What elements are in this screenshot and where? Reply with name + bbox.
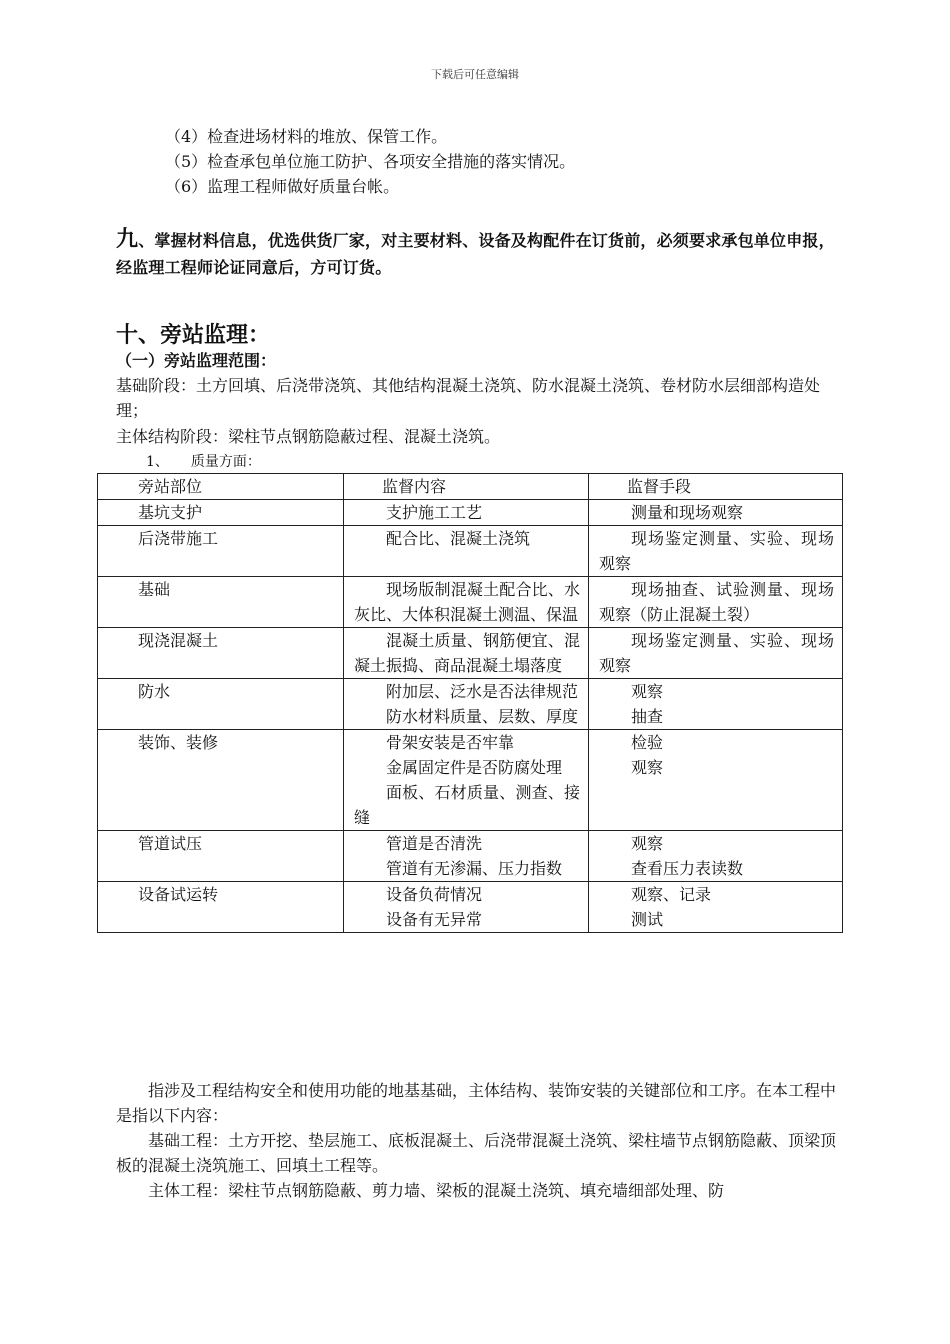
cell-method	[589, 831, 843, 882]
cell-content	[344, 628, 589, 679]
cell-content	[344, 679, 589, 730]
cell-content-line: 管道是否清洗	[386, 834, 483, 853]
foundation-stage-paragraph: 基础阶段：土方回填、后浇带浇筑、其他结构混凝土浇筑、防水混凝土浇筑、卷材防水层细部构造处理；	[116, 376, 821, 420]
main-works-paragraph: 主体工程：梁柱节点钢筋隐蔽、剪力墙、梁板的混凝土浇筑、填充墙细部处理、防	[148, 1181, 725, 1200]
cell-content	[344, 500, 589, 526]
table-row	[98, 628, 843, 679]
cell-method-line: 现场鉴定测量、实验、现场观察	[599, 631, 834, 675]
section-9-heading	[116, 226, 836, 281]
cell-method-line: 观察	[631, 682, 664, 701]
list-item-5: （5）检查承包单位施工防护、各项安全措施的落实情况。	[165, 152, 576, 171]
cell-content-line: 附加层、泛水是否法律规范	[386, 682, 579, 701]
numbered-heading	[146, 452, 261, 472]
cell-method	[589, 679, 843, 730]
cell-content	[344, 577, 589, 628]
cell-method-line: 观察、记录	[631, 885, 712, 904]
table-row	[98, 500, 843, 526]
cell-part: 管道试压	[98, 831, 344, 882]
cell-content	[344, 526, 589, 577]
supervision-table	[97, 473, 843, 933]
cell-content-line: 现场版制混凝土配合比、水灰比、大体积混凝土测温、保温	[354, 580, 580, 624]
cell-method	[589, 526, 843, 577]
cell-content-line: 防水材料质量、层数、厚度	[386, 707, 579, 726]
foundation-works-paragraph: 基础工程：土方开挖、垫层施工、底板混凝土、后浇带混凝土浇筑、梁柱墙节点钢筋隐蔽、顶梁顶板的混凝土浇筑施工、回填土工程等。	[116, 1131, 837, 1175]
cell-part: 装饰、装修	[98, 730, 344, 831]
table-header-part: 旁站部位	[98, 474, 344, 500]
numbered-heading-text: 质量方面：	[190, 454, 261, 470]
table-header-content: 监督内容	[344, 474, 589, 500]
cell-method	[589, 730, 843, 831]
cell-content	[344, 882, 589, 933]
cell-method-line: 测量和现场观察	[631, 503, 744, 522]
cell-content-line: 支护施工工艺	[386, 503, 483, 522]
page-header: 下载后可任意编辑	[431, 68, 519, 81]
table-row	[98, 882, 843, 933]
cell-content	[344, 730, 589, 831]
cell-part: 现浇混凝土	[98, 628, 344, 679]
cell-content-line: 金属固定件是否防腐处理	[386, 758, 563, 777]
cell-method	[589, 882, 843, 933]
cell-content	[344, 831, 589, 882]
cell-content-line: 骨架安装是否牢靠	[386, 733, 515, 752]
cell-content-line: 管道有无渗漏、压力指数	[386, 859, 563, 878]
cell-method-line: 测试	[631, 910, 664, 929]
list-item-6: （6）监理工程师做好质量台帐。	[165, 177, 400, 196]
cell-content-line: 混凝土质量、钢筋便宜、混凝土振捣、商品混凝土塌落度	[354, 631, 580, 675]
cell-method-line: 检验	[631, 733, 664, 752]
cell-content-line: 设备负荷情况	[386, 885, 483, 904]
cell-method-line: 观察	[631, 758, 664, 777]
cell-part: 后浇带施工	[98, 526, 344, 577]
cell-part: 防水	[98, 679, 344, 730]
section-10-title: 十、旁站监理：	[116, 322, 271, 348]
cell-method-line: 现场抽查、试验测量、现场观察（防止混凝土裂）	[599, 580, 834, 624]
key-parts-paragraph: 指涉及工程结构安全和使用功能的地基基础，主体结构、装饰安装的关键部位和工序。在本工程中是指以下内容：	[116, 1081, 837, 1125]
cell-method-line: 抽查	[631, 707, 664, 726]
subsection-title: （一）旁站监理范围：	[116, 351, 277, 370]
cell-part: 基础	[98, 577, 344, 628]
table-header-method: 监督手段	[589, 474, 843, 500]
section-9-text: 、掌握材料信息，优选供货厂家，对主要材料、设备及构配件在订货前，必须要求承包单位申报，经监理工程师论证同意后，方可订货。	[116, 231, 835, 277]
table-row	[98, 679, 843, 730]
table-row	[98, 577, 843, 628]
cell-method-line: 观察	[631, 834, 664, 853]
cell-method	[589, 500, 843, 526]
cell-part: 基坑支护	[98, 500, 344, 526]
section-9-number: 九	[116, 226, 139, 252]
cell-content-line: 设备有无异常	[386, 910, 483, 929]
cell-content-line: 配合比、混凝土浇筑	[386, 529, 531, 548]
cell-method-line: 查看压力表读数	[631, 859, 744, 878]
cell-method-line: 现场鉴定测量、实验、现场观察	[599, 529, 834, 573]
cell-method	[589, 628, 843, 679]
cell-content-line: 面板、石材质量、测查、接缝	[354, 783, 580, 827]
cell-method	[589, 577, 843, 628]
cell-part: 设备试运转	[98, 882, 344, 933]
table-row	[98, 831, 843, 882]
list-item-4: （4）检查进场材料的堆放、保管工作。	[165, 127, 448, 146]
main-structure-paragraph: 主体结构阶段：梁柱节点钢筋隐蔽过程、混凝土浇筑。	[116, 427, 501, 446]
table-header-row	[98, 474, 843, 500]
numbered-heading-number: 1、	[146, 454, 169, 470]
table-row	[98, 526, 843, 577]
table-row	[98, 730, 843, 831]
